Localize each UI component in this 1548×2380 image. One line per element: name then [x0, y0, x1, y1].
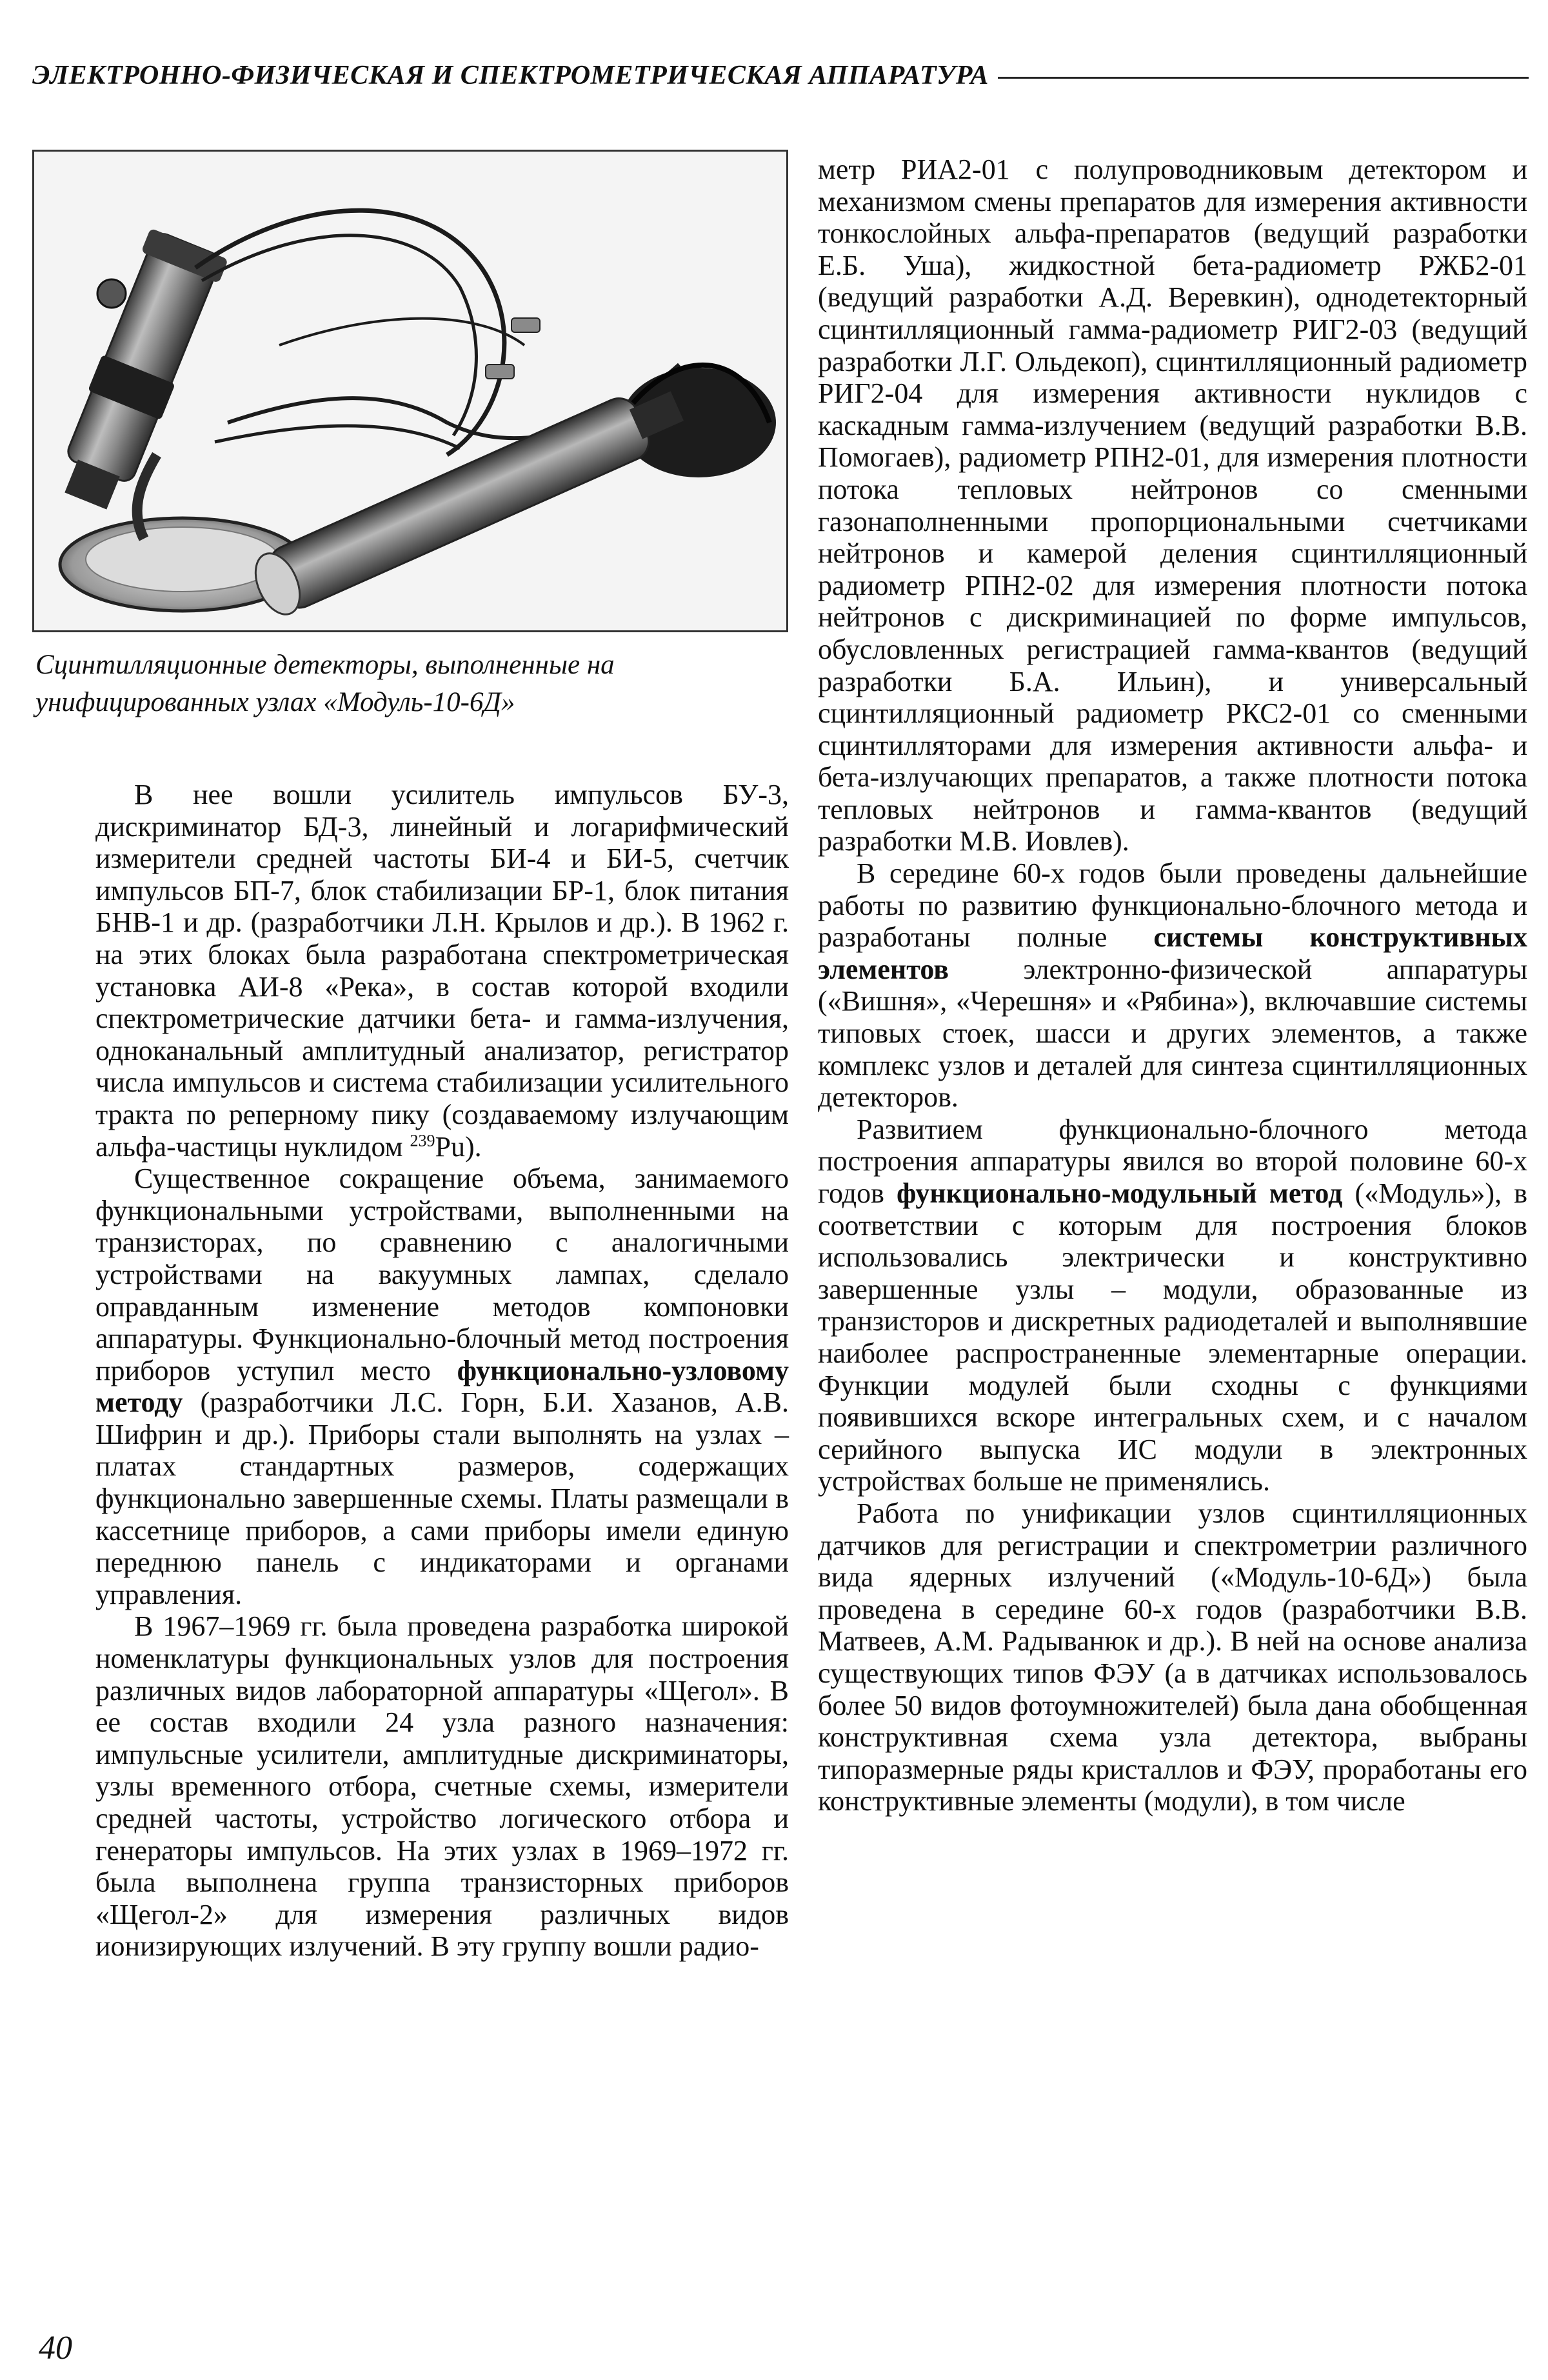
scintillation-detectors-illustration: [34, 152, 786, 630]
paragraph-text: Существенное сокращение объема, занимаемого функциональными устройствами, выполненными на транзисторах, по сравнению с аналогичными устройствами на вакуумных лампах, сделало оправданным изменение методов компоновки аппаратуры. Функционально-блочный метод построения приборов уступил место: [95, 1163, 789, 1386]
paragraph-text: («Модуль»), в соответствии с которым для построения блоков использовались электрически и конструктивно завершенные узлы – модули, образованные из транзисторов и дискретных радиодеталей и выполнявшие наиболее распространенные элементарные операции. Функции модулей были сходны с функциями появившихся вскоре интегральных схем, и с началом серийного выпуска ИС модули в электронных устройствах больше не применялись.: [818, 1177, 1527, 1497]
right-text-column: [818, 154, 1527, 1817]
running-title: ЭЛЕКТРОННО-ФИЗИЧЕСКАЯ И СПЕКТРОМЕТРИЧЕСКАЯ АППАРАТУРА: [32, 61, 989, 90]
bold-term: функционально-узловому методу: [95, 1354, 789, 1419]
paragraph: [95, 1163, 789, 1610]
isotope-symbol: Pu).: [435, 1130, 482, 1163]
left-text-column: [95, 779, 789, 1963]
header-rule: [998, 77, 1529, 79]
running-header: [32, 53, 1529, 98]
paragraph: [95, 779, 789, 1163]
isotope-mass-number: 239: [410, 1130, 435, 1150]
paragraph-text: В середине 60-х годов были проведены дальнейшие работы по развитию функционально-блочного метода и разработаны полные: [818, 857, 1527, 954]
figure-caption: [35, 646, 784, 721]
paragraph-text: Развитием функционально-блочного метода построения аппаратуры явился во второй половине 60-х годов: [818, 1113, 1527, 1209]
bold-term: системы конструктивных элементов: [818, 921, 1527, 985]
figure-photo: [32, 150, 788, 632]
bold-term: функционально-модульный метод: [897, 1177, 1343, 1209]
paragraph: В 1967–1969 гг. была проведена разработка широкой номенклатуры функциональных узлов для построения различных видов лабораторной аппаратуры «Щегол». В ее состав входили 24 узла разного назначения: импульсные усилители, амплитудные дискриминаторы, узлы временного отбора, счетные схемы, измерители средней частоты, устройство логического отбора и генераторы импульсов. На этих узлах в 1969–1972 гг. была выполнена группа транзисторных приборов «Щегол-2» для измерения различных видов ионизирующих излучений. В эту группу вошли радио-: [95, 1610, 789, 1963]
small-connector: [486, 365, 514, 379]
paragraph-text: В нее вошли усилитель импульсов БУ-3, дискриминатор БД-3, линейный и логарифмический измерители средней частоты БИ-4 и БИ-5, счетчик импульсов БП-7, блок стабилизации БР-1, блок питания БНВ-1 и др. (разработчики Л.Н. Крылов и др.). В 1962 г. на этих блоках была разработана спектрометрическая установка АИ-8 «Река», в состав которой входили спектрометрические датчики бета- и гамма-излучения, одноканальный амплитудный анализатор, регистратор числа импульсов и система стабилизации усилительного тракта по реперному пику (создаваемому излучающим альфа-частицы нуклидом: [95, 779, 789, 1163]
caption-line: унифицированных узлах «Модуль-10-6Д»: [35, 687, 515, 717]
connector-knob: [97, 279, 126, 308]
paragraph: [818, 857, 1527, 1114]
paragraph: Работа по унификации узлов сцинтилляционных датчиков для регистрации и спектрометрии различного вида ядерных излучений («Модуль-10-6Д») была проведена в середине 60-х годов (разработчики В.В. Матвеев, А.М. Радыванюк и др.). В ней на основе анализа существующих типов ФЭУ (а в датчиках использовалось более 50 видов фотоумножителей) была дана обобщенная конструктивная схема узла детектора, выбраны типоразмерные ряды кристаллов и ФЭУ, проработаны его конструктивные элементы (модули), в том числе: [818, 1497, 1527, 1817]
paragraph-text: (разработчики Л.С. Горн, Б.И. Хазанов, А.В. Шифрин и др.). Приборы стали выполнять на узлах – платах стандартных размеров, содержащих функционально завершенные схемы. Платы размещали в кассетнице приборов, а сами приборы имели единую переднюю панель с индикаторами и органами управления.: [95, 1386, 789, 1610]
paragraph-text: электронно-физической аппаратуры («Вишня», «Черешня» и «Рябина»), включавшие системы типовых стоек, шасси и других элементов, а также комплекс узлов и деталей для синтеза сцинтилляционных детекторов.: [818, 953, 1527, 1114]
paragraph: [818, 1114, 1527, 1497]
page-number: 40: [39, 2330, 72, 2366]
caption-line: Сцинтилляционные детекторы, выполненные на: [35, 650, 615, 680]
paragraph: метр РИА2-01 с полупроводниковым детектором и механизмом смены препаратов для измерения активности тонкослойных альфа-препаратов (ведущий разработки Е.Б. Уша), жидкостной бета-радиометр РЖБ2-01 (ведущий разработки А.Д. Веревкин), однодетекторный сцинтилляционный гамма-радиометр РИГ2-03 (ведущий разработки Л.Г. Ольдекоп), сцинтилляционный радиометр РИГ2-04 для измерения активности нуклидов с каскадным гамма-излучением (ведущий разработки В.В. Помогаев), радиометр РПН2-01, для измерения плотности потока тепловых нейтронов со сменными газонаполненными пропорциональными счетчиками нейтронов и камерой деления сцинтилляционный радиометр РПН2-02 для измерения плотности потока нейтронов с дискриминацией по форме импульсов, обусловленных регистрацией гамма-квантов (ведущий разработки Б.А. Ильин), и универсальный сцинтилляционный радиометр РКС2-01 со сменными сцинтилляторами для измерения активности альфа- и бета-излучающих препаратов, а также плотности потока тепловых нейтронов и гамма-квантов (ведущий разработки М.В. Иовлев).: [818, 154, 1527, 857]
